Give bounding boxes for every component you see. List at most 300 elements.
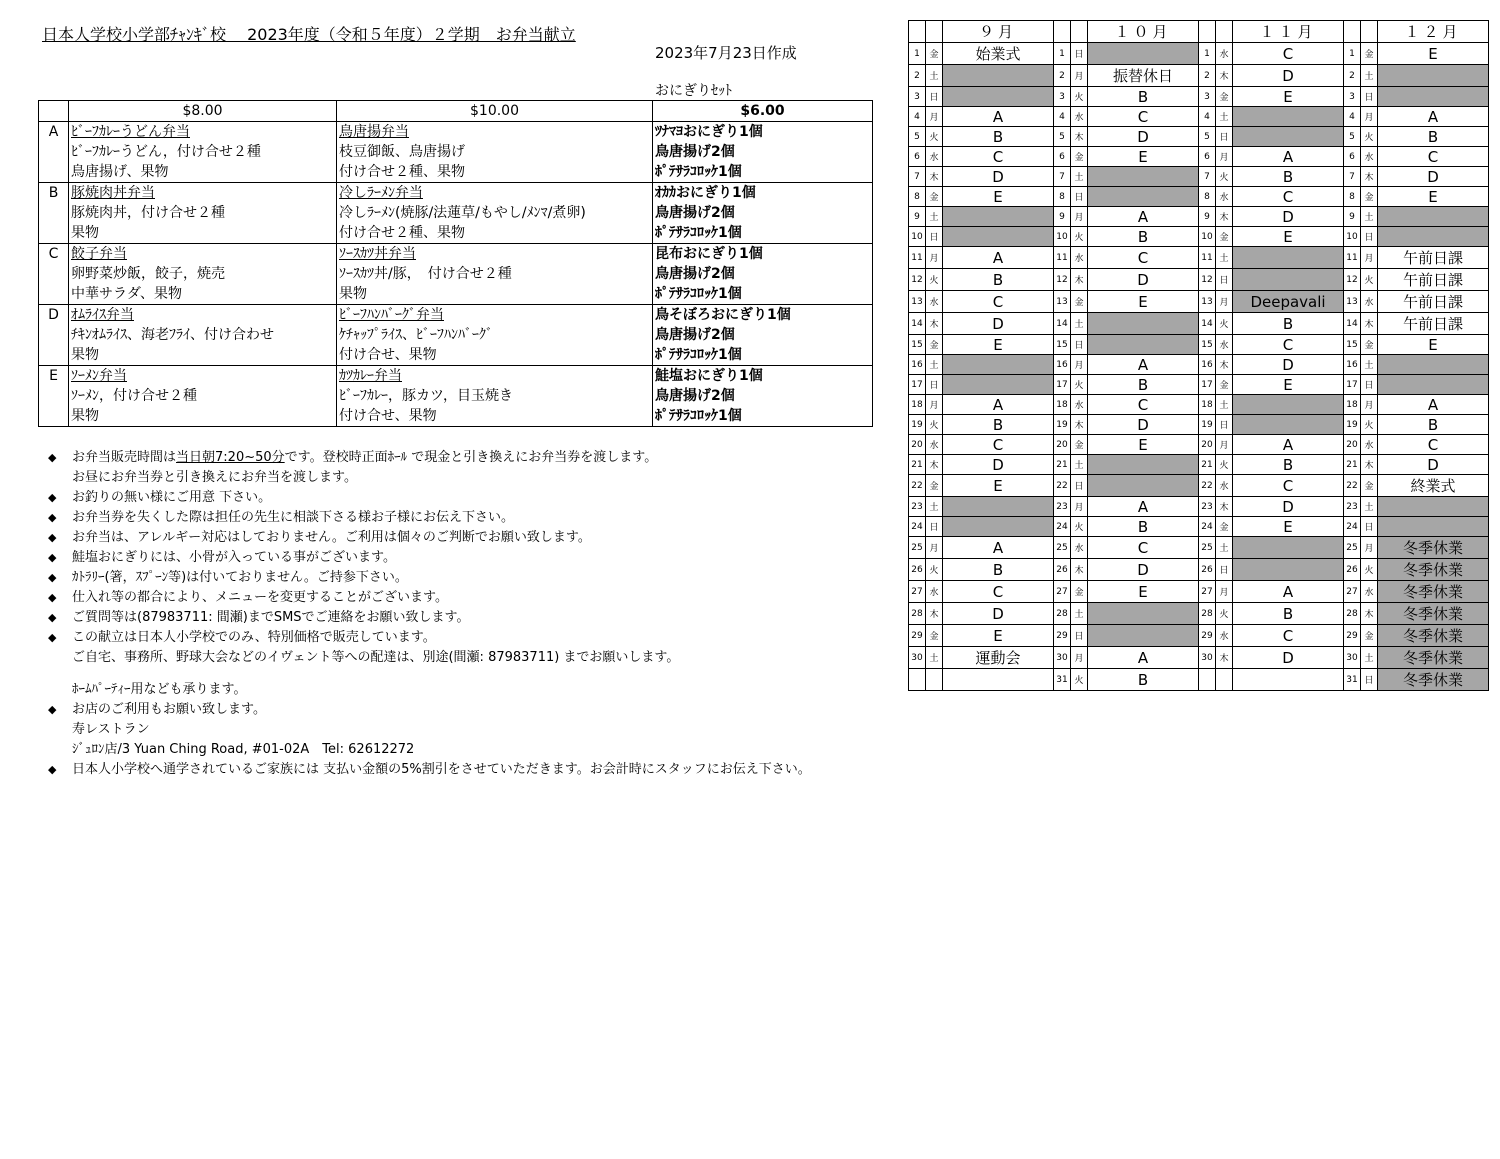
calendar-weekday: 火 xyxy=(1071,517,1088,537)
page-title: 日本人学校小学部ﾁｬﾝｷﾞ校 2023年度（令和５年度）２学期 お弁当献立 xyxy=(42,25,576,44)
calendar-day: 14 xyxy=(1199,313,1216,335)
calendar-menu-code: 午前日課 xyxy=(1378,313,1489,335)
note-item: ◆ お弁当販売時間は当日朝7:20~50分です。登校時正面ﾎｰﾙ で現金と引き換えにお弁当券を渡します。 xyxy=(48,448,811,468)
calendar-weekday: 土 xyxy=(1071,313,1088,335)
calendar-weekday: 水 xyxy=(1216,187,1233,207)
calendar-weekday: 金 xyxy=(1071,581,1088,603)
calendar-day: 6 xyxy=(909,147,926,167)
calendar-weekday: 日 xyxy=(926,87,943,107)
calendar-day: 27 xyxy=(1199,581,1216,603)
calendar-day: 24 xyxy=(1344,517,1361,537)
calendar-menu-code: 運動会 xyxy=(943,647,1054,669)
calendar-row xyxy=(909,415,1489,435)
calendar-day: 7 xyxy=(1054,167,1071,187)
calendar-day: 20 xyxy=(1054,435,1071,455)
calendar-day: 15 xyxy=(1054,335,1071,355)
calendar-day: 9 xyxy=(909,207,926,227)
calendar-menu-code: B xyxy=(1233,167,1344,187)
calendar-weekday: 金 xyxy=(1361,43,1378,65)
bullet-icon: ◆ xyxy=(48,591,57,604)
menu-cell-c6: ｵｶｶおにぎり1個 xyxy=(653,183,873,204)
calendar-day: 31 xyxy=(1054,669,1071,691)
calendar-row xyxy=(909,355,1489,375)
menu-item-name: 豚焼肉丼弁当 xyxy=(71,185,155,201)
calendar-weekday: 水 xyxy=(1216,625,1233,647)
calendar-menu-code: D xyxy=(1378,455,1489,475)
calendar-menu-code: A xyxy=(1378,107,1489,127)
calendar-day: 11 xyxy=(1054,247,1071,269)
calendar-row xyxy=(909,497,1489,517)
calendar-day: 27 xyxy=(1054,581,1071,603)
menu-letter xyxy=(39,203,69,223)
calendar-day: 10 xyxy=(1054,227,1071,247)
calendar-menu-code xyxy=(943,87,1054,107)
calendar-table xyxy=(908,20,1489,691)
calendar-row xyxy=(909,395,1489,415)
calendar-day: 17 xyxy=(909,375,926,395)
created-date: 2023年7月23日作成 xyxy=(655,44,797,62)
calendar-menu-code: 冬季休業 xyxy=(1378,603,1489,625)
calendar-menu-code: A xyxy=(1233,581,1344,603)
calendar-menu-code: B xyxy=(1088,375,1199,395)
calendar-day: 15 xyxy=(1344,335,1361,355)
menu-cell-c6: 鳥唐揚げ2個 xyxy=(653,386,873,406)
calendar-day: 16 xyxy=(909,355,926,375)
calendar-day: 14 xyxy=(909,313,926,335)
calendar-weekday: 月 xyxy=(1361,247,1378,269)
month-sep-blank xyxy=(926,21,943,43)
calendar-menu-code: B xyxy=(1233,313,1344,335)
menu-cell-c8 xyxy=(69,244,337,265)
calendar-day: 8 xyxy=(1344,187,1361,207)
calendar-weekday: 日 xyxy=(1071,625,1088,647)
calendar-weekday: 木 xyxy=(1361,455,1378,475)
calendar-day: 21 xyxy=(1054,455,1071,475)
calendar-weekday: 土 xyxy=(926,355,943,375)
calendar-menu-code xyxy=(1088,455,1199,475)
calendar-weekday: 木 xyxy=(1216,207,1233,227)
note-sub: ご自宅、事務所、野球大会などのイヴェント等への配達は、別途(間瀬: 87983711) までお願いします。 xyxy=(72,650,680,665)
calendar-day: 26 xyxy=(909,559,926,581)
month-header-oct: １０月 xyxy=(1088,21,1199,43)
calendar-weekday: 金 xyxy=(1216,375,1233,395)
calendar-menu-code: D xyxy=(1088,127,1199,147)
menu-letter xyxy=(39,325,69,345)
calendar-day xyxy=(909,669,926,691)
menu-cell-c6: 昆布おにぎり1個 xyxy=(653,244,873,265)
calendar-menu-code xyxy=(1088,625,1199,647)
calendar-menu-code: 終業式 xyxy=(1378,475,1489,497)
calendar-weekday: 日 xyxy=(1071,187,1088,207)
calendar-day: 7 xyxy=(1344,167,1361,187)
calendar-menu-code: 冬季休業 xyxy=(1378,669,1489,691)
menu-letter xyxy=(39,264,69,284)
calendar-weekday: 水 xyxy=(1071,395,1088,415)
calendar-row xyxy=(909,603,1489,625)
calendar-menu-code xyxy=(1378,227,1489,247)
calendar-day: 9 xyxy=(1199,207,1216,227)
calendar-menu-code xyxy=(943,497,1054,517)
calendar-weekday: 水 xyxy=(1361,291,1378,313)
calendar-day: 8 xyxy=(909,187,926,207)
calendar-menu-code xyxy=(1233,395,1344,415)
calendar-weekday: 土 xyxy=(1361,207,1378,227)
calendar-row xyxy=(909,65,1489,87)
calendar-menu-code: 始業式 xyxy=(943,43,1054,65)
calendar-menu-code: D xyxy=(943,167,1054,187)
calendar-day: 25 xyxy=(1199,537,1216,559)
calendar-menu-code: D xyxy=(943,313,1054,335)
calendar-row xyxy=(909,581,1489,603)
calendar-row xyxy=(909,625,1489,647)
calendar-menu-code: E xyxy=(943,475,1054,497)
note-item: ◆ 日本人小学校へ通学されているご家族には 支払い金額の5%割引をさせていただきます。お会計時にスタッフにお伝え下さい。 xyxy=(48,760,811,780)
price-10: $10.00 xyxy=(337,101,653,122)
calendar-day: 30 xyxy=(909,647,926,669)
month-header-sep: ９月 xyxy=(943,21,1054,43)
calendar-menu-code: E xyxy=(1233,375,1344,395)
menu-item-name: ｿｰﾒﾝ弁当 xyxy=(71,368,127,384)
calendar-day: 9 xyxy=(1054,207,1071,227)
calendar-day: 24 xyxy=(1054,517,1071,537)
menu-cell-c10 xyxy=(337,183,653,204)
calendar-menu-code xyxy=(943,669,1054,691)
menu-cell-c10: 冷しﾗｰﾒﾝ(焼豚/法蓮草/もやし/ﾒﾝﾏ/煮卵) xyxy=(337,203,653,223)
calendar-menu-code: C xyxy=(1088,537,1199,559)
calendar-menu-code: E xyxy=(943,187,1054,207)
menu-row xyxy=(39,162,873,183)
calendar-weekday: 水 xyxy=(1361,435,1378,455)
calendar-day: 30 xyxy=(1344,647,1361,669)
calendar-menu-code: D xyxy=(1233,355,1344,375)
menu-cell-c6: ﾎﾟﾃｻﾗｺﾛｯｹ1個 xyxy=(653,284,873,305)
menu-cell-c6: 鮭塩おにぎり1個 xyxy=(653,366,873,387)
calendar-menu-code: E xyxy=(1378,335,1489,355)
calendar-weekday: 火 xyxy=(1071,375,1088,395)
menu-letter xyxy=(39,406,69,427)
menu-row xyxy=(39,203,873,223)
calendar-menu-code: C xyxy=(943,581,1054,603)
calendar-weekday: 月 xyxy=(926,537,943,559)
calendar-day: 1 xyxy=(909,43,926,65)
calendar-day: 12 xyxy=(1344,269,1361,291)
calendar-row xyxy=(909,669,1489,691)
calendar-weekday: 月 xyxy=(1361,537,1378,559)
calendar-weekday: 木 xyxy=(1071,269,1088,291)
calendar-weekday: 月 xyxy=(1361,107,1378,127)
bullet-icon: ◆ xyxy=(48,491,57,504)
month-dec-blank xyxy=(1344,21,1361,43)
calendar-weekday: 月 xyxy=(1071,497,1088,517)
calendar-weekday: 火 xyxy=(1361,415,1378,435)
calendar-row xyxy=(909,291,1489,313)
calendar-day: 18 xyxy=(1054,395,1071,415)
calendar-weekday: 水 xyxy=(926,291,943,313)
calendar-menu-code: A xyxy=(943,247,1054,269)
calendar-menu-code xyxy=(1233,415,1344,435)
calendar-day: 11 xyxy=(1344,247,1361,269)
calendar-menu-code xyxy=(1088,43,1199,65)
calendar-weekday: 土 xyxy=(926,207,943,227)
menu-letter xyxy=(39,223,69,244)
bullet-icon: ◆ xyxy=(48,531,57,544)
calendar-weekday: 金 xyxy=(926,335,943,355)
calendar-day: 16 xyxy=(1199,355,1216,375)
calendar-weekday: 日 xyxy=(1071,43,1088,65)
calendar-weekday: 木 xyxy=(926,167,943,187)
calendar-day: 29 xyxy=(1199,625,1216,647)
menu-cell-c6: ﾎﾟﾃｻﾗｺﾛｯｹ1個 xyxy=(653,345,873,366)
calendar-day: 19 xyxy=(1054,415,1071,435)
menu-item-name: ﾋﾞｰﾌｶﾚｰうどん弁当 xyxy=(71,124,190,140)
calendar-menu-code: E xyxy=(943,335,1054,355)
calendar-menu-code xyxy=(1233,247,1344,269)
calendar-menu-code xyxy=(1378,87,1489,107)
note-sub: お昼にお弁当券と引き換えにお弁当を渡します。 xyxy=(72,470,357,485)
calendar-weekday: 水 xyxy=(1216,335,1233,355)
calendar-menu-code: 午前日課 xyxy=(1378,247,1489,269)
calendar-menu-code xyxy=(1233,269,1344,291)
menu-row xyxy=(39,223,873,244)
menu-cell-c10: 果物 xyxy=(337,284,653,305)
calendar-weekday: 月 xyxy=(926,107,943,127)
menu-cell-c10: ｹﾁｬｯﾌﾟﾗｲｽ、ﾋﾞｰﾌﾊﾝﾊﾞｰｸﾞ xyxy=(337,325,653,345)
menu-item-name: ｵﾑﾗｲｽ弁当 xyxy=(71,307,134,323)
menu-cell-c6: ﾂﾅﾏﾖおにぎり1個 xyxy=(653,122,873,143)
calendar-day: 28 xyxy=(1344,603,1361,625)
calendar-day: 25 xyxy=(1054,537,1071,559)
calendar-menu-code: B xyxy=(1233,603,1344,625)
calendar-day: 4 xyxy=(1054,107,1071,127)
calendar-menu-code xyxy=(1378,207,1489,227)
calendar-weekday: 火 xyxy=(926,127,943,147)
calendar-weekday: 木 xyxy=(926,603,943,625)
calendar-menu-code: E xyxy=(1233,87,1344,107)
calendar-weekday: 水 xyxy=(1071,107,1088,127)
calendar-day: 28 xyxy=(1199,603,1216,625)
calendar-row xyxy=(909,475,1489,497)
calendar-day: 21 xyxy=(1199,455,1216,475)
calendar-menu-code: E xyxy=(1233,227,1344,247)
menu-item-name: 冷しﾗｰﾒﾝ弁当 xyxy=(339,185,423,201)
calendar-menu-code: 冬季休業 xyxy=(1378,581,1489,603)
calendar-menu-code xyxy=(1088,335,1199,355)
menu-row xyxy=(39,122,873,143)
menu-letter: D xyxy=(39,305,69,326)
calendar-weekday: 火 xyxy=(926,269,943,291)
menu-cell-c10 xyxy=(337,366,653,387)
calendar-weekday: 土 xyxy=(1216,247,1233,269)
calendar-weekday: 金 xyxy=(1361,475,1378,497)
calendar-weekday: 木 xyxy=(1216,497,1233,517)
bullet-icon: ◆ xyxy=(48,451,57,464)
calendar-weekday: 日 xyxy=(1361,669,1378,691)
calendar-weekday: 火 xyxy=(1071,227,1088,247)
menu-cell-c8: ﾋﾞｰﾌｶﾚｰうどん，付け合せ２種 xyxy=(69,142,337,162)
calendar-day: 3 xyxy=(1344,87,1361,107)
month-nov-blank xyxy=(1216,21,1233,43)
menu-cell-c10: 付け合せ、果物 xyxy=(337,345,653,366)
calendar-weekday: 火 xyxy=(1071,669,1088,691)
menu-item-name: 鳥唐揚弁当 xyxy=(339,124,409,140)
calendar-menu-code: B xyxy=(1088,517,1199,537)
calendar-weekday: 木 xyxy=(1216,65,1233,87)
calendar-day: 6 xyxy=(1054,147,1071,167)
calendar-menu-code: C xyxy=(1378,147,1489,167)
calendar-menu-code: 冬季休業 xyxy=(1378,625,1489,647)
calendar-row xyxy=(909,269,1489,291)
calendar-menu-code: A xyxy=(1233,435,1344,455)
calendar-day: 3 xyxy=(1199,87,1216,107)
menu-cell-c8: 卵野菜炒飯，餃子，焼売 xyxy=(69,264,337,284)
calendar-weekday: 火 xyxy=(1361,127,1378,147)
calendar-day: 25 xyxy=(1344,537,1361,559)
menu-letter xyxy=(39,386,69,406)
note-item: ◆ この献立は日本人小学校でのみ、特別価格で販売しています。 xyxy=(48,628,811,648)
calendar-menu-code: D xyxy=(1233,497,1344,517)
calendar-weekday: 日 xyxy=(926,517,943,537)
menu-cell-c8: 鳥唐揚げ、果物 xyxy=(69,162,337,183)
menu-item-name: ｶﾂｶﾚｰ弁当 xyxy=(339,368,402,384)
price-6: $6.00 xyxy=(653,101,873,122)
calendar-menu-code: C xyxy=(1088,247,1199,269)
calendar-menu-code: D xyxy=(1233,207,1344,227)
calendar-row xyxy=(909,517,1489,537)
menu-row xyxy=(39,345,873,366)
calendar-menu-code: B xyxy=(943,269,1054,291)
calendar-row xyxy=(909,107,1489,127)
calendar-menu-code: A xyxy=(943,537,1054,559)
calendar-menu-code: B xyxy=(1088,227,1199,247)
calendar-weekday: 木 xyxy=(1071,559,1088,581)
calendar-row xyxy=(909,435,1489,455)
calendar-row xyxy=(909,43,1489,65)
calendar-day: 27 xyxy=(1344,581,1361,603)
calendar-weekday: 月 xyxy=(1361,395,1378,415)
calendar-weekday: 土 xyxy=(1361,65,1378,87)
calendar-row xyxy=(909,559,1489,581)
menu-cell-c8: 果物 xyxy=(69,406,337,427)
calendar-day: 12 xyxy=(909,269,926,291)
calendar-day: 23 xyxy=(1199,497,1216,517)
calendar-weekday: 木 xyxy=(1216,355,1233,375)
calendar-menu-code xyxy=(1088,603,1199,625)
calendar-day: 26 xyxy=(1054,559,1071,581)
calendar-weekday xyxy=(1216,669,1233,691)
calendar-day: 10 xyxy=(1199,227,1216,247)
calendar-menu-code: E xyxy=(1088,435,1199,455)
calendar-weekday: 木 xyxy=(926,313,943,335)
calendar-weekday: 日 xyxy=(1216,415,1233,435)
calendar-weekday: 日 xyxy=(1216,559,1233,581)
calendar-menu-code xyxy=(1378,65,1489,87)
calendar-weekday: 土 xyxy=(1071,167,1088,187)
menu-item-name: 餃子弁当 xyxy=(71,246,127,262)
calendar-menu-code: D xyxy=(943,603,1054,625)
menu-cell-c8 xyxy=(69,183,337,204)
month-header-nov: １１月 xyxy=(1233,21,1344,43)
calendar-menu-code xyxy=(943,375,1054,395)
calendar-weekday: 土 xyxy=(1071,603,1088,625)
calendar-weekday: 日 xyxy=(1361,87,1378,107)
calendar-weekday: 日 xyxy=(1361,517,1378,537)
calendar-weekday: 金 xyxy=(1071,147,1088,167)
calendar-weekday: 金 xyxy=(1216,227,1233,247)
menu-header-blank xyxy=(39,101,69,122)
calendar-day: 4 xyxy=(1199,107,1216,127)
calendar-day: 19 xyxy=(1199,415,1216,435)
calendar-weekday: 日 xyxy=(1216,127,1233,147)
calendar-day: 1 xyxy=(1344,43,1361,65)
calendar-menu-code: E xyxy=(1088,291,1199,313)
calendar-menu-code xyxy=(943,355,1054,375)
calendar-day: 24 xyxy=(909,517,926,537)
calendar-day: 17 xyxy=(1199,375,1216,395)
calendar-weekday: 日 xyxy=(1361,227,1378,247)
calendar-day: 29 xyxy=(909,625,926,647)
calendar-row xyxy=(909,455,1489,475)
calendar-weekday: 金 xyxy=(1071,435,1088,455)
calendar-day: 12 xyxy=(1054,269,1071,291)
menu-row xyxy=(39,183,873,204)
calendar-weekday: 土 xyxy=(1071,455,1088,475)
calendar-row xyxy=(909,313,1489,335)
calendar-menu-code: B xyxy=(1088,669,1199,691)
calendar-day: 23 xyxy=(1054,497,1071,517)
calendar-day: 19 xyxy=(909,415,926,435)
calendar-weekday: 木 xyxy=(1071,415,1088,435)
calendar-weekday: 金 xyxy=(926,187,943,207)
calendar-day: 2 xyxy=(909,65,926,87)
calendar-weekday: 月 xyxy=(1071,647,1088,669)
calendar-weekday: 水 xyxy=(1071,247,1088,269)
calendar-menu-code: C xyxy=(943,291,1054,313)
calendar-day: 7 xyxy=(1199,167,1216,187)
menu-cell-c6: ﾎﾟﾃｻﾗｺﾛｯｹ1個 xyxy=(653,162,873,183)
calendar-weekday xyxy=(926,669,943,691)
calendar-day: 8 xyxy=(1054,187,1071,207)
menu-cell-c6: 鳥そぼろおにぎり1個 xyxy=(653,305,873,326)
calendar-day: 30 xyxy=(1054,647,1071,669)
calendar-menu-code: B xyxy=(943,559,1054,581)
menu-cell-c10 xyxy=(337,305,653,326)
calendar-weekday: 金 xyxy=(1361,335,1378,355)
calendar-weekday: 水 xyxy=(1216,43,1233,65)
menu-row xyxy=(39,244,873,265)
calendar-day: 22 xyxy=(1199,475,1216,497)
calendar-menu-code: E xyxy=(943,625,1054,647)
calendar-weekday: 木 xyxy=(926,455,943,475)
month-header-dec: １２月 xyxy=(1378,21,1489,43)
menu-cell-c6: 鳥唐揚げ2個 xyxy=(653,325,873,345)
calendar-menu-code xyxy=(943,207,1054,227)
month-oct-blank xyxy=(1071,21,1088,43)
calendar-weekday: 金 xyxy=(926,43,943,65)
menu-letter: E xyxy=(39,366,69,387)
bullet-icon: ◆ xyxy=(48,631,57,644)
calendar-day: 21 xyxy=(1344,455,1361,475)
calendar-menu-code: B xyxy=(943,415,1054,435)
calendar-weekday: 土 xyxy=(1216,537,1233,559)
onigiri-set-label: おにぎりｾｯﾄ xyxy=(655,83,732,99)
menu-cell-c10: ﾋﾞｰﾌｶﾚｰ，豚カツ，目玉焼き xyxy=(337,386,653,406)
calendar-menu-code xyxy=(1378,355,1489,375)
note-item: ◆ ｶﾄﾗﾘｰ(箸，ｽﾌﾟｰﾝ等)は付いておりません。ご持参下さい。 xyxy=(48,568,811,588)
calendar-menu-code: A xyxy=(943,395,1054,415)
calendar-menu-code xyxy=(1233,107,1344,127)
menu-cell-c10 xyxy=(337,244,653,265)
menu-cell-c8: 中華サラダ、果物 xyxy=(69,284,337,305)
